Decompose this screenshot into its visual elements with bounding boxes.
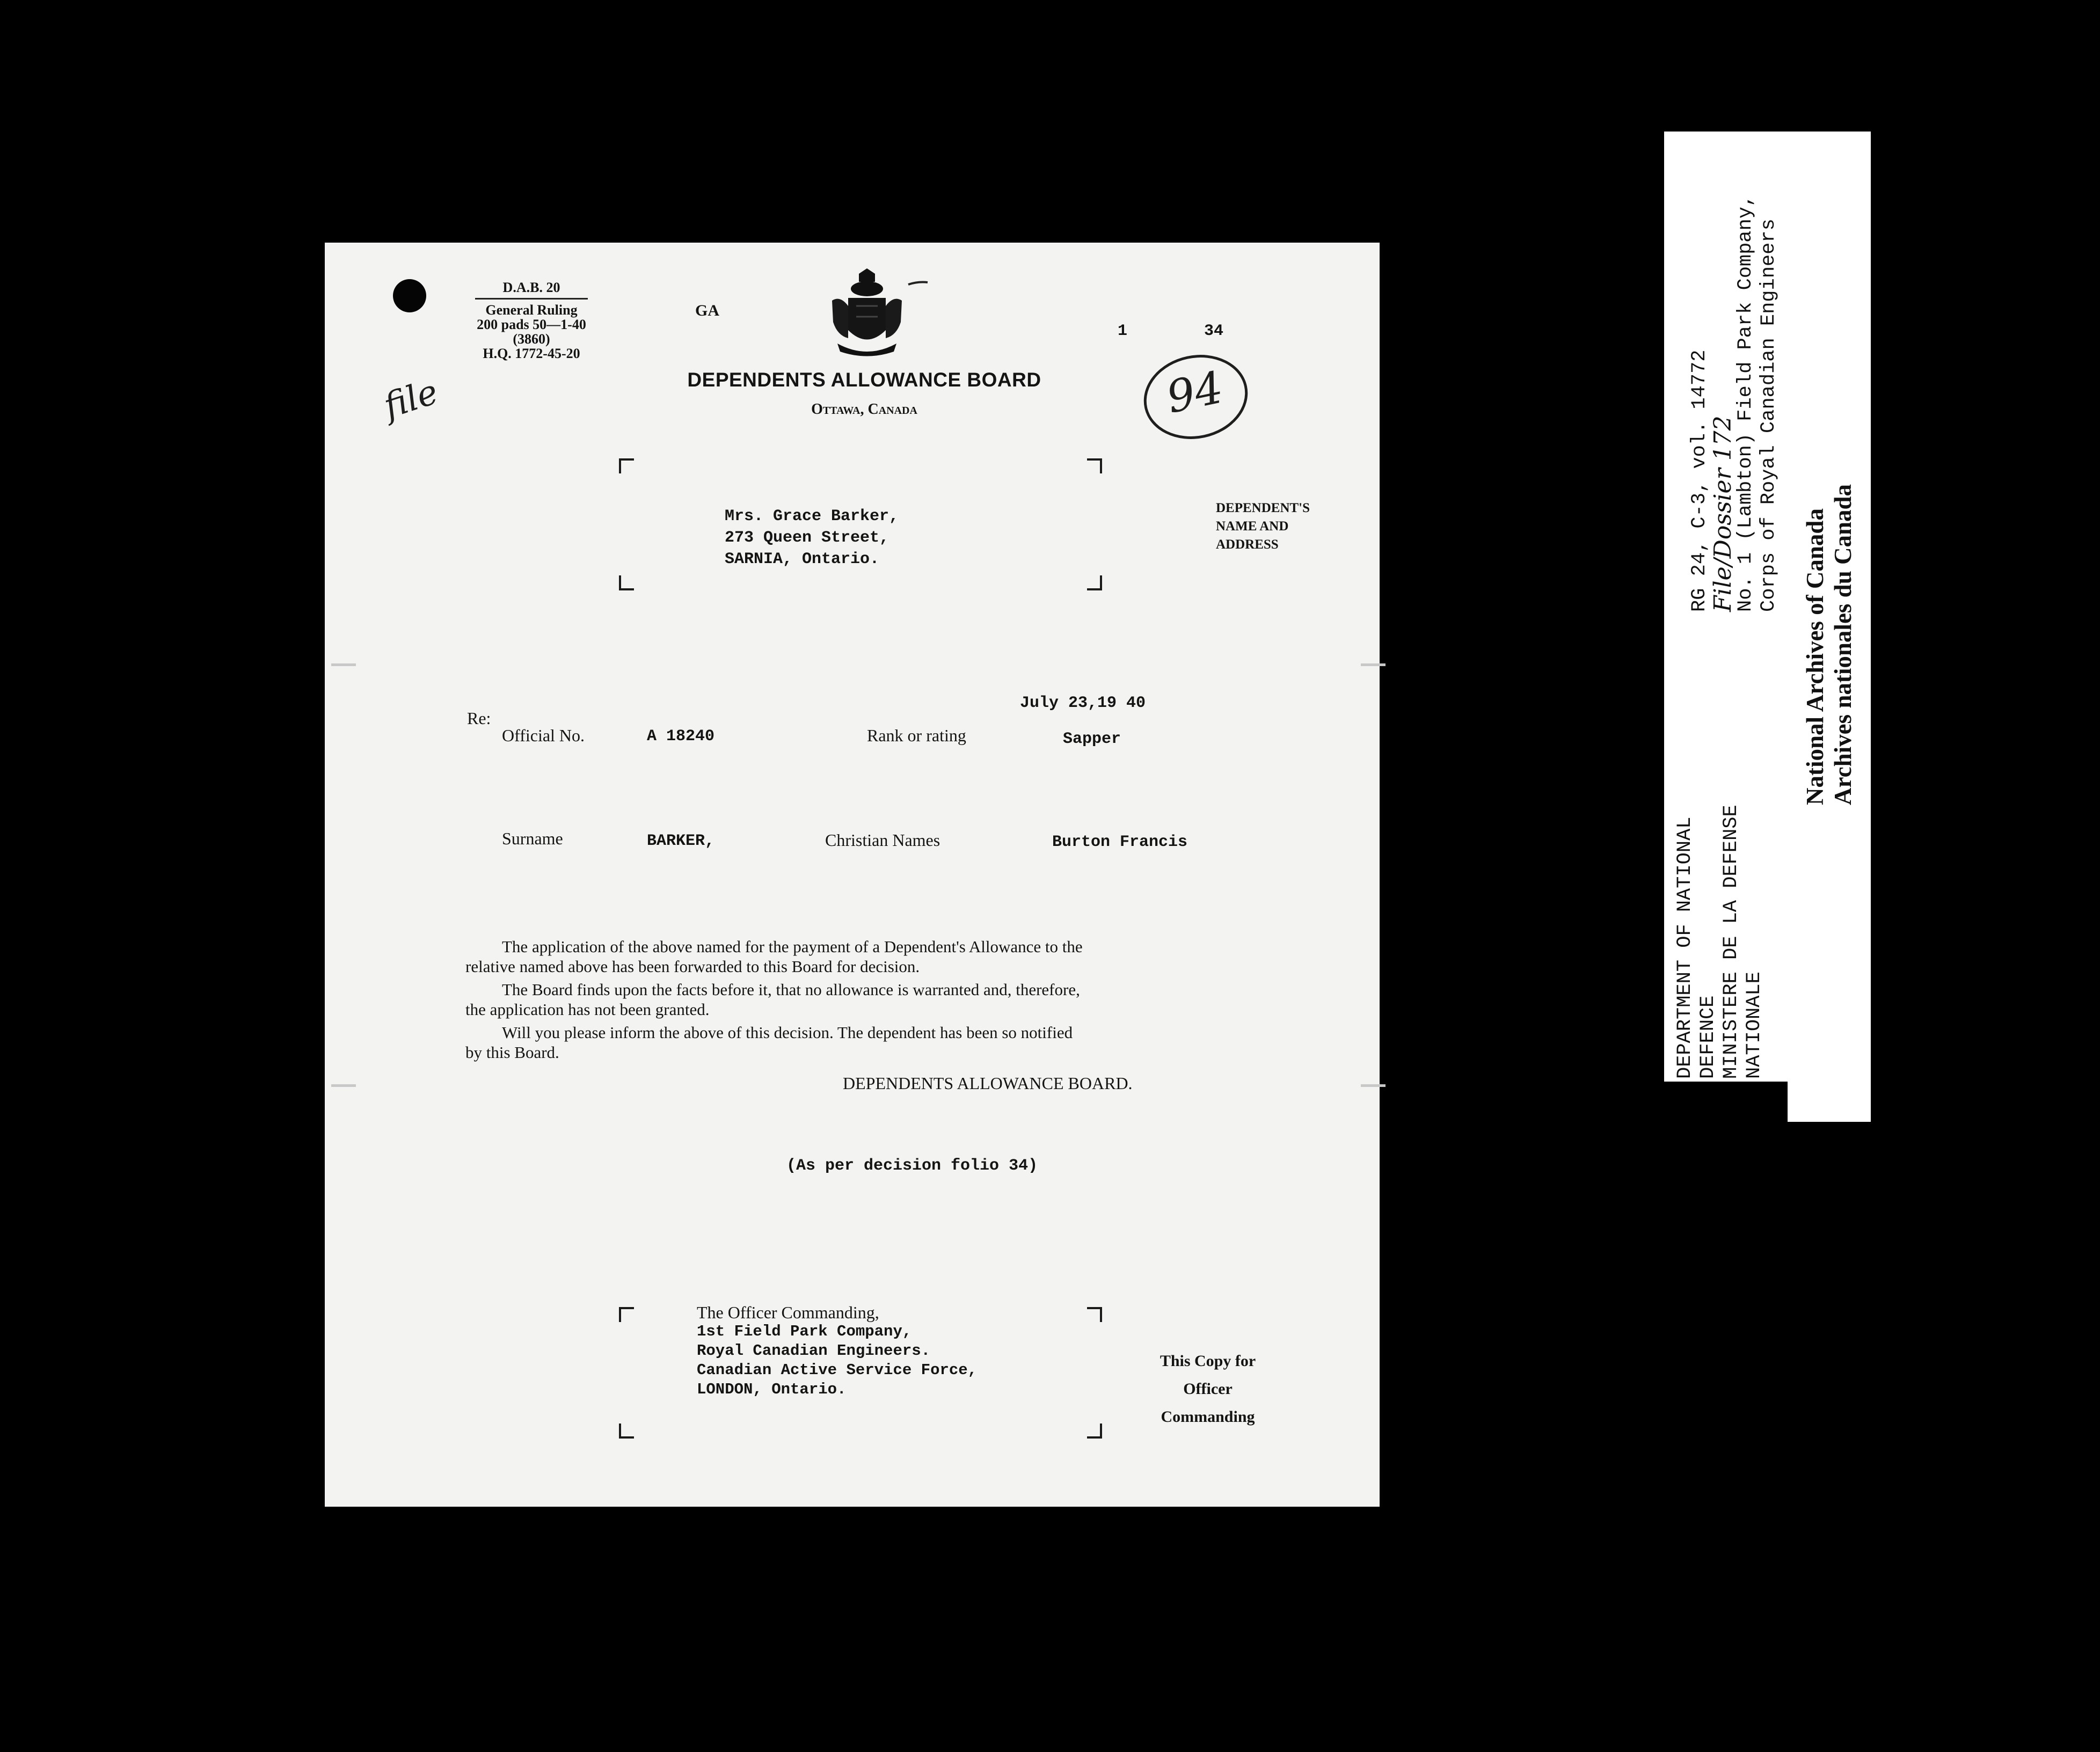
header-num-1: 1 (1118, 322, 1128, 340)
recipient-bracket-tr (1087, 1307, 1102, 1322)
punch-hole (393, 279, 426, 312)
christian-names-label: Christian Names (825, 830, 940, 850)
archive-unit-line-2: Corps of Royal Canadian Engineers (1758, 218, 1780, 612)
copy-for-line-1: This Copy for (1160, 1352, 1256, 1370)
right-tick-top (1361, 663, 1386, 666)
ga-code: GA (695, 302, 719, 319)
dependent-label-line-2: NAME AND (1216, 519, 1289, 534)
address-bracket-tl (619, 458, 634, 473)
archive-unit-line-1: No. 1 (Lambton) Field Park Company, (1734, 194, 1757, 612)
address-line-3: SARNIA, Ontario. (725, 550, 880, 568)
archive-dept-line-3: MINISTERE DE LA DEFENSE (1720, 805, 1742, 1079)
left-tick-top (331, 663, 356, 666)
recipient-bracket-tl (619, 1307, 634, 1322)
form-pads: 200 pads 50—1-40 (3860) (477, 317, 586, 347)
letter-date: July 23,19 40 (1020, 694, 1146, 712)
christian-names-value: Burton Francis (1052, 833, 1188, 851)
address-bracket-bl (619, 575, 634, 590)
official-no-label: Official No. (502, 726, 585, 745)
page-subtitle: Ottawa, Canada (811, 401, 917, 418)
coat-of-arms-emblem (827, 268, 907, 360)
form-code-block (459, 280, 604, 361)
archives-text-block (1801, 484, 1857, 805)
handwritten-file-note: file (379, 372, 443, 427)
recipient-line-2: 1st Field Park Company, (697, 1323, 912, 1340)
archive-dept-line-2: DEFENCE (1697, 995, 1719, 1079)
dependent-label-line-1: DEPENDENT'S (1216, 501, 1310, 515)
archive-ref-block (1688, 195, 1781, 612)
dependent-address (725, 506, 899, 570)
para3-line2: by this Board. (465, 1043, 559, 1062)
rank-value: Sapper (1063, 730, 1121, 748)
header-num-2: 34 (1204, 322, 1224, 340)
archive-reference-strip (1664, 132, 1793, 1082)
form-hq: H.Q. 1772-45-20 (483, 346, 580, 361)
archive-dept-line-1: DEPARTMENT OF NATIONAL (1674, 816, 1696, 1079)
recipient-line-4: Canadian Active Service Force, (697, 1361, 978, 1379)
para3-line1: Will you please inform the above of this decision. The dependent has been so notified (502, 1023, 1073, 1042)
recipient-bracket-bl (619, 1424, 634, 1439)
recipient-line-3: Royal Canadian Engineers. (697, 1342, 931, 1360)
copy-for-line-2: Officer Commanding (1161, 1380, 1255, 1426)
form-code-rule (475, 298, 588, 300)
copy-for-label (1141, 1347, 1275, 1431)
dependent-label-line-3: ADDRESS (1216, 537, 1279, 552)
re-label: Re: (467, 709, 491, 728)
archives-fr: Archives nationales du Canada (1829, 484, 1856, 805)
recipient-bracket-br (1087, 1424, 1102, 1439)
archive-ref: RG 24, C-3, vol. 14772 (1688, 349, 1711, 612)
para2-line2: the application has not been granted. (465, 1000, 710, 1019)
recipient-line-1: The Officer Commanding, (697, 1303, 879, 1322)
official-no-value: A 18240 (647, 727, 715, 746)
board-signature: DEPENDENTS ALLOWANCE BOARD. (843, 1074, 1133, 1093)
address-line-2: 273 Queen Street, (725, 529, 889, 547)
page-title: DEPENDENTS ALLOWANCE BOARD (687, 369, 1041, 391)
archive-file-dossier: File/Dossier 172 (1709, 415, 1737, 612)
surname-value: BARKER, (647, 832, 715, 850)
form-code: D.A.B. 20 (502, 280, 560, 295)
para1-line2: relative named above has been forwarded to this Board for decision. (465, 957, 920, 976)
rank-label: Rank or rating (867, 726, 966, 745)
para2-line1: The Board finds upon the facts before it, that no allowance is warranted and, therefore, (502, 980, 1080, 999)
circled-folio-text: 94 (1162, 362, 1228, 424)
archive-dept-line-4: NATIONALE (1743, 972, 1766, 1079)
archive-dept-block (1674, 805, 1766, 1079)
decision-note: (As per decision folio 34) (786, 1157, 1038, 1175)
archives-en: National Archives of Canada (1802, 508, 1828, 805)
address-line-1: Mrs. Grace Barker, (725, 507, 899, 525)
left-tick-bottom (331, 1084, 356, 1087)
archives-canada-strip (1788, 132, 1871, 1122)
para1-line1: The application of the above named for the payment of a Dependent's Allowance to the (502, 937, 1083, 956)
right-tick-bottom (1361, 1084, 1386, 1087)
address-bracket-br (1087, 575, 1102, 590)
body-paragraphs (465, 937, 1238, 1062)
address-bracket-tr (1087, 458, 1102, 473)
document-page (325, 243, 1380, 1507)
recipient-address (697, 1303, 977, 1399)
ink-mark-icon (907, 280, 929, 287)
form-ruling: General Ruling (485, 302, 578, 318)
dependent-address-label (1216, 499, 1310, 554)
surname-label: Surname (502, 829, 563, 848)
recipient-line-5: LONDON, Ontario. (697, 1381, 847, 1398)
circled-folio-number (1136, 345, 1256, 448)
